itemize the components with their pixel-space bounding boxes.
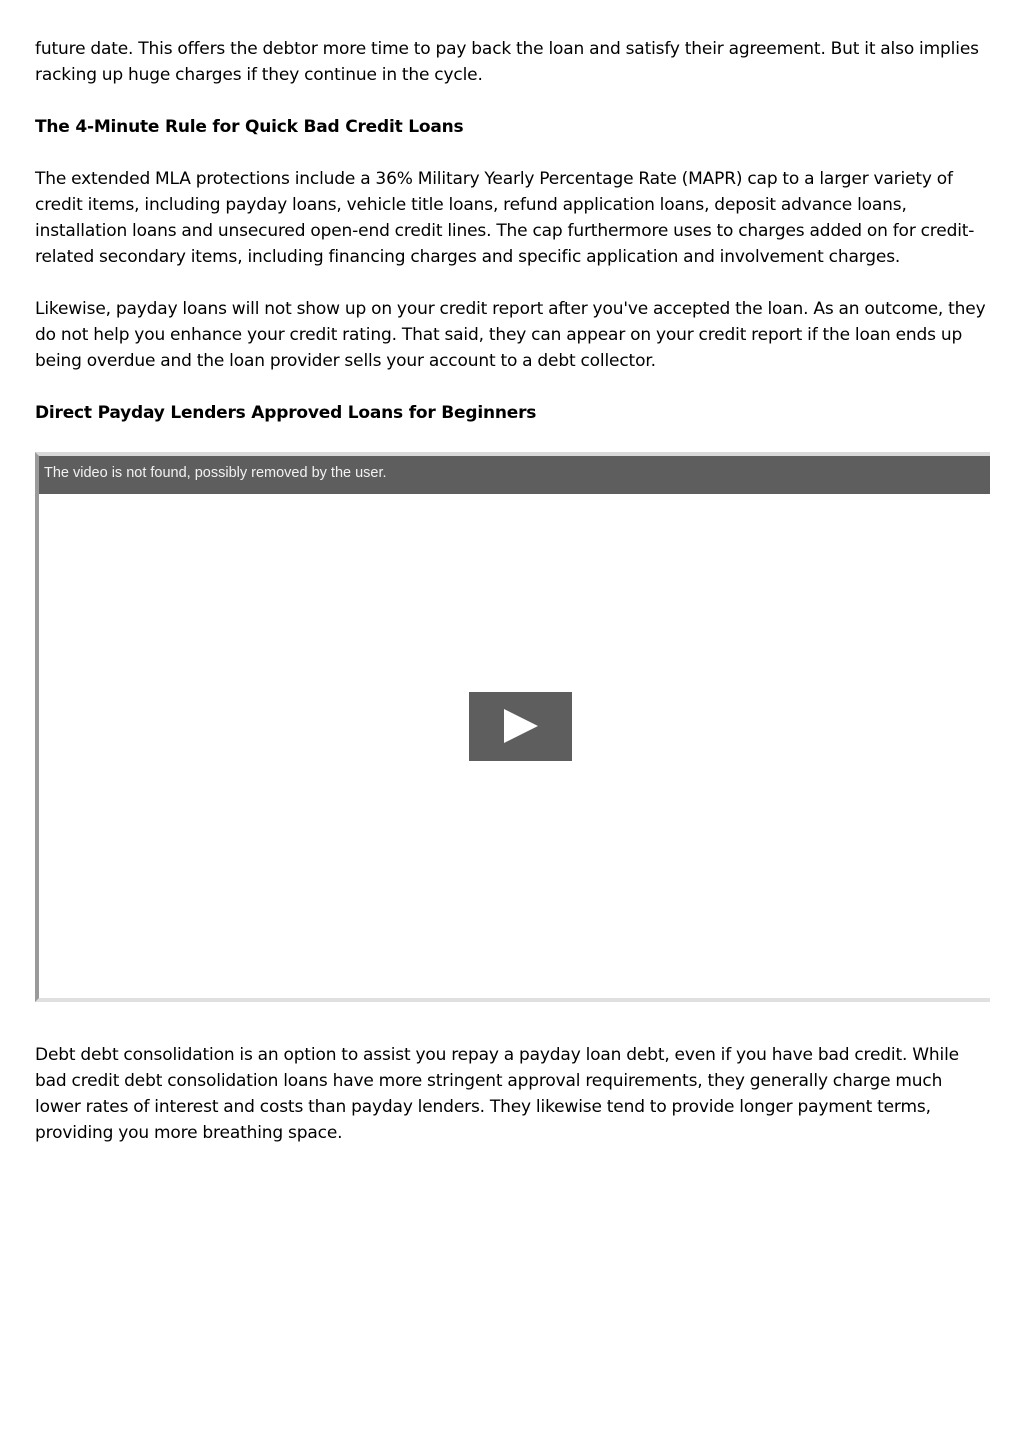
video-error-bar xyxy=(39,456,990,494)
play-button[interactable] xyxy=(469,692,572,761)
paragraph-mla-protections: The extended MLA protections include a 36% Military Yearly Percentage Rate (MAPR) cap to a larger variety of credit items, including payday loans, vehicle title loans, refund application loans, deposit advance loans, installation loans and unsecured open-end credit lines. The cap furthermore uses to charges added on for credit-related secondary items, including financing charges and specific application and involvement charges. xyxy=(35,169,975,267)
video-error-message: The video is not found, possibly removed by the user. xyxy=(44,465,387,481)
play-icon xyxy=(504,709,538,743)
video-embed[interactable] xyxy=(35,452,990,1002)
paragraph-debt-consolidation: Debt debt consolidation is an option to assist you repay a payday loan debt, even if you have bad credit. While bad credit debt consolidation loans have more stringent approval requirements, they generally charge much lower rates of interest and costs than payday lenders. They likewise tend to provide longer payment terms, providing you more breathing space. xyxy=(35,1045,959,1143)
paragraph-intro: future date. This offers the debtor more time to pay back the loan and satisfy their agreement. But it also implies racking up huge charges if they continue in the cycle. xyxy=(35,39,979,85)
section-heading-quick-bad-credit: The 4-Minute Rule for Quick Bad Credit Loans xyxy=(35,117,464,137)
article-body xyxy=(35,36,990,1172)
paragraph-credit-report: Likewise, payday loans will not show up on your credit report after you've accepted the loan. As an outcome, they do not help you enhance your credit rating. That said, they can appear on your credit report if the loan ends up being overdue and the loan provider sells your account to a debt collector. xyxy=(35,299,986,371)
section-heading-direct-lenders: Direct Payday Lenders Approved Loans for Beginners xyxy=(35,403,537,423)
